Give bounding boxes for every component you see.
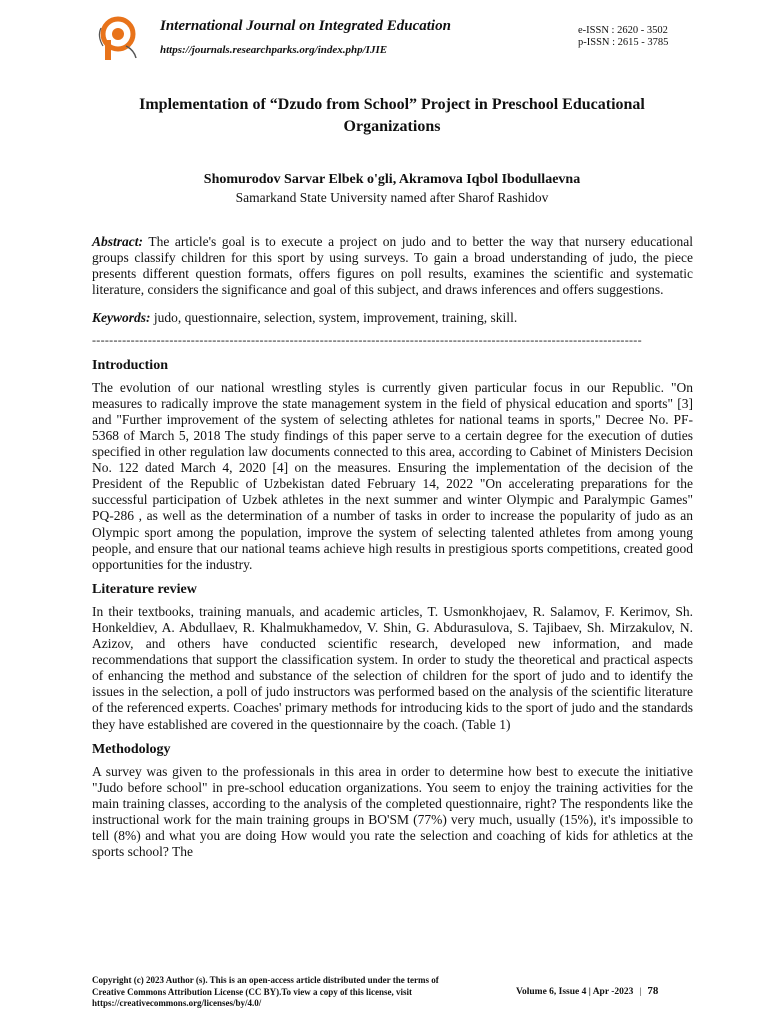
keywords-label: Keywords: <box>92 310 151 326</box>
abstract <box>92 234 693 298</box>
volume-issue: Volume 6, Issue 4 | Apr -2023 <box>516 987 634 997</box>
divider: -------------------------------------------------------------------------------------------------------------------------------- <box>92 333 642 348</box>
paper-title: Implementation of “Dzudo from School” Project in Preschool Educational Organizations <box>139 96 645 135</box>
methodology-text: A survey was given to the professionals in this area in order to determine how best to execute the initiative "Judo before school" in pre-school education organizations. You seem to enjoy the training activities for the main training classes, according to the analysis of the completed questionnaire, right? The respondents like the instructional work for the main training groups in BO'SM (77%) very much, usually (15%), it's impossible to tell (8%) and what you are doing How would you rate the selection and coaching of kids for athletics at the sports school? The <box>92 763 693 860</box>
journal-url-link[interactable]: https://journals.researchparks.org/index.php/IJIE <box>160 44 388 56</box>
abstract-label: Abstract: <box>92 234 144 249</box>
journal-title: International Journal on Integrated Education <box>160 18 451 34</box>
page-number: 78 <box>647 985 659 997</box>
authors: Shomurodov Sarvar Elbek o'gli, Akramova Iqbol Ibodullaevna <box>203 172 581 187</box>
pissn: p-ISSN : 2615 - 3785 <box>578 37 669 48</box>
literature-review-heading: Literature review <box>92 581 197 597</box>
keywords <box>92 310 693 326</box>
issn-block <box>578 25 668 49</box>
keywords-text: judo, questionnaire, selection, system, improvement, training, skill. <box>153 310 518 326</box>
article-body <box>92 234 693 860</box>
literature-review-text: In their textbooks, training manuals, and academic articles, T. Usmonkhojaev, R. Salamov, F. Kerimov, Sh. Honkeldiev, A. Abdullaev, R. Khalmukhamedov, V. Shin, G. Abdurasulova, S. Tajibaev, Sh. Mirzakulov, N. Azizov, and others have conducted scientific research, developed new information, and made recommendations that support the classification system. In order to study the theoretical and practical aspects of enhancing the method and substance of the selection of children for the sport of judo and to identify the issues in the selection, a poll of judo instructors was performed based on the analysis of the scientific literature of the referenced experts. Coaches' primary methods for introducing kids to the sport of judo and the standards they have established are covered in the questionnaire by the coach. (Table 1) <box>92 603 693 732</box>
eissn: e-ISSN : 2620 - 3502 <box>578 25 668 36</box>
copyright-notice: Copyright (c) 2023 Author (s). This is an open-access article distributed under the terms of Creative Commons Attribution License (CC BY).To view a copy of this license, visit https://creativecommons.org/licenses/by/4.0/ <box>92 975 439 1008</box>
methodology-heading: Methodology <box>92 741 171 757</box>
volume-info <box>516 985 658 997</box>
affiliation: Samarkand State University named after Sharof Rashidov <box>235 190 549 205</box>
introduction-heading: Introduction <box>92 357 168 373</box>
introduction-text: The evolution of our national wrestling styles is currently given particular focus in our Republic. "On measures to radically improve the state management system in the field of physical education and sports" [3] and "Further improvement of the system of selecting athletes for national teams in sports," Decree No. PF-5368 of March 5, 2018 The study findings of this paper serve to a certain degree for the execution of duties specified in other regulation law documents connected to this area, according to Cabinet of Ministers Decision No. 122 dated March 4, 2020 [4] on the measures. Ensuring the implementation of the decision of the President of the Republic of Uzbekistan dated February 14, 2022 "On accelerating preparations for the successful participation of Uzbek athletes in the next summer and winter Olympic and Paralympic Games" PQ-286 , as well as the determination of a number of tasks in order to increase the popularity of judo as an Olympic sport among the population, improve the system of selecting talented athletes from among young people, and ensure that our national teams achieve high results in prestigious sports competitions, created good opportunities for the industry. <box>92 379 693 572</box>
journal-logo-icon <box>96 16 140 62</box>
footer-separator: | <box>639 987 642 997</box>
abstract-text: The article's goal is to execute a project on judo and to better the way that nursery educational groups classify children for this sport by using surveys. To gain a broad understanding of judo, the piece presents different question formats, offers figures on poll results, examines the scientific and systematic literature, considers the significance and goal of this subject, and draws inferences and offers suggestions. <box>92 234 693 298</box>
